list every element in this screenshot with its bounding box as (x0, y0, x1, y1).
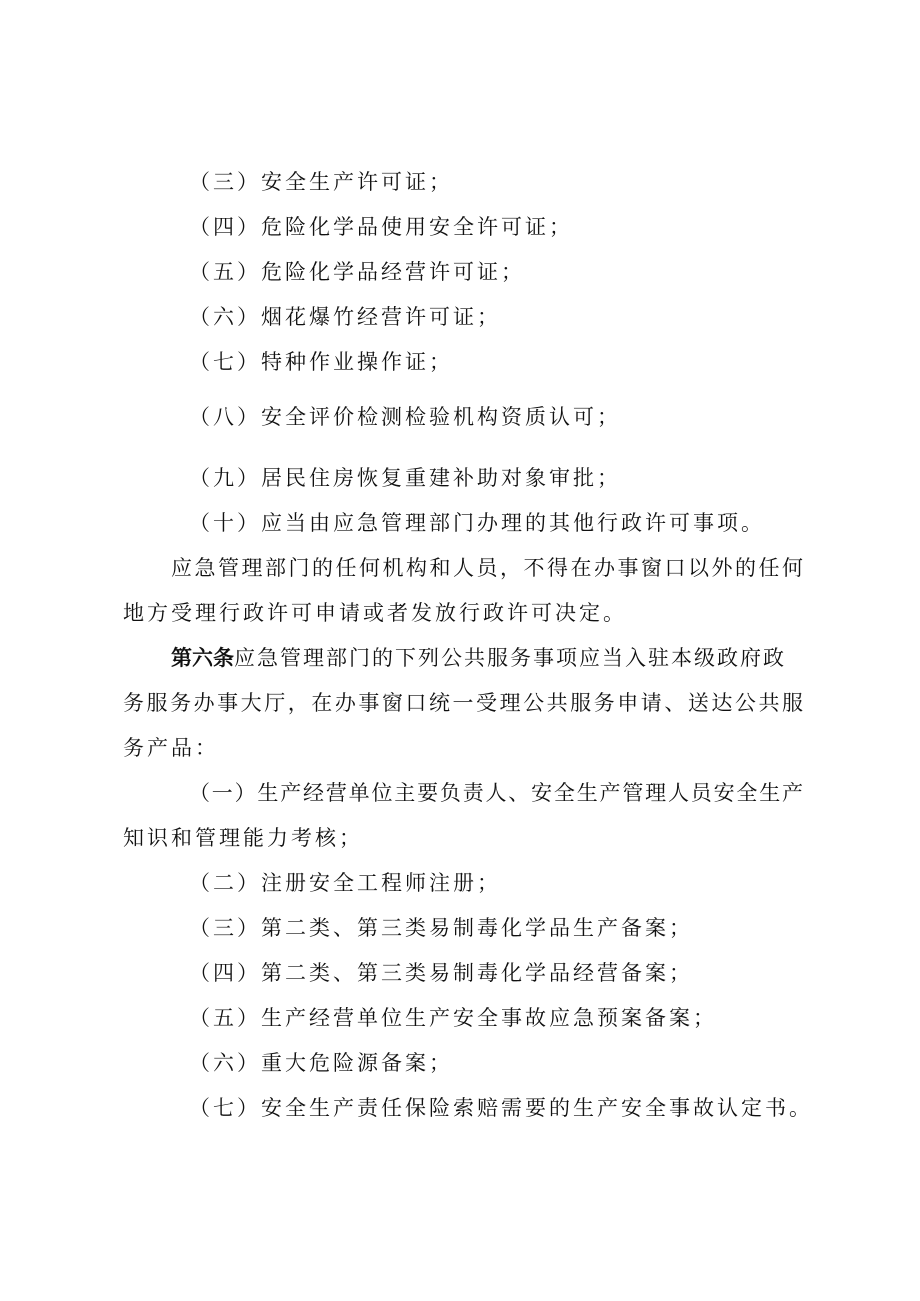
article-6-text: 应急管理部门的下列公共服务事项应当入驻本级政府政 (234, 646, 786, 670)
service-item-7: （七）安全生产责任保险索赔需要的生产安全事故认定书。 (189, 1096, 813, 1120)
article-6-line-3: 务产品： (123, 736, 219, 760)
license-item-6: （六）烟花爆竹经营许可证； (189, 305, 501, 329)
license-item-4: （四）危险化学品使用安全许可证； (189, 215, 573, 239)
license-item-3: （三）安全生产许可证； (189, 170, 453, 194)
service-item-2: （二）注册安全工程师注册； (189, 871, 501, 895)
service-item-4: （四）第二类、第三类易制毒化学品经营备案； (189, 961, 693, 985)
service-item-6: （六）重大危险源备案； (189, 1051, 453, 1075)
service-item-1-line-1: （一）生产经营单位主要负责人、安全生产管理人员安全生产 (189, 781, 803, 805)
prohibition-paragraph-line-1: 应急管理部门的任何机构和人员，不得在办事窗口以外的任何 (171, 556, 803, 580)
license-item-8: （八）安全评价检测检验机构资质认可； (189, 405, 621, 429)
prohibition-paragraph-line-2: 地方受理行政许可申请或者发放行政许可决定。 (123, 601, 627, 625)
license-item-10: （十）应当由应急管理部门办理的其他行政许可事项。 (189, 511, 765, 535)
service-item-3: （三）第二类、第三类易制毒化学品生产备案； (189, 916, 693, 940)
article-6-label: 第六条 (171, 646, 234, 670)
article-6-line-1 (171, 643, 803, 673)
license-item-9: （九）居民住房恢复重建补助对象审批； (189, 466, 621, 490)
license-item-5: （五）危险化学品经营许可证； (189, 260, 525, 284)
license-item-7: （七）特种作业操作证； (189, 350, 453, 374)
article-6-line-2: 务服务办事大厅，在办事窗口统一受理公共服务申请、送达公共服 (123, 691, 803, 715)
service-item-5: （五）生产经营单位生产安全事故应急预案备案； (189, 1006, 717, 1030)
service-item-1-line-2: 知识和管理能力考核； (123, 826, 363, 850)
